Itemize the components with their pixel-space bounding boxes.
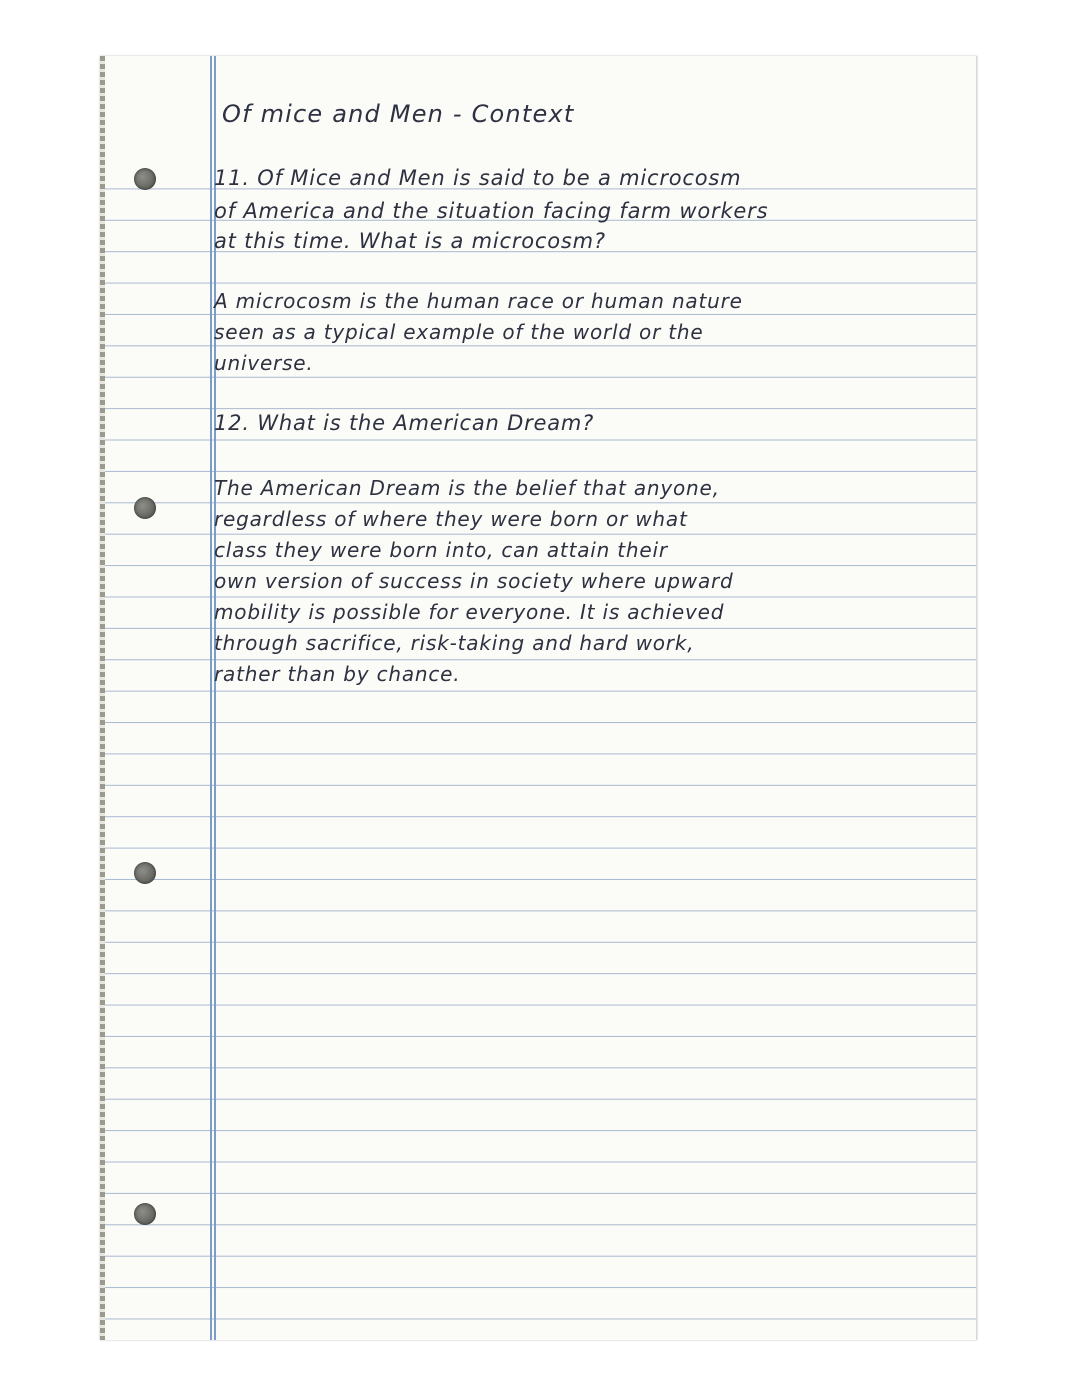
- question-12-line-1: 12. What is the American Dream?: [214, 411, 595, 435]
- answer-12-line-2: regardless of where they were born or what: [214, 507, 688, 531]
- page-title: Of mice and Men - Context: [222, 100, 575, 128]
- binding-edge: [100, 56, 105, 1340]
- answer-12-line-4: own version of success in society where upward: [214, 569, 734, 593]
- question-11-line-2: of America and the situation facing farm workers: [214, 199, 769, 223]
- answer-11-line-1: A microcosm is the human race or human nature: [214, 289, 743, 313]
- margin-line: [210, 56, 212, 1340]
- punch-hole: [134, 1203, 156, 1225]
- answer-12-line-6: through sacrifice, risk-taking and hard work,: [214, 631, 695, 655]
- question-11-line-1: 11. Of Mice and Men is said to be a microcosm: [214, 166, 742, 190]
- punch-hole: [134, 862, 156, 884]
- lined-paper-sheet: [100, 56, 977, 1340]
- punch-hole: [134, 497, 156, 519]
- answer-11-line-3: universe.: [214, 351, 314, 375]
- question-11-line-3: at this time. What is a microcosm?: [214, 229, 606, 253]
- answer-12-line-7: rather than by chance.: [214, 662, 461, 686]
- answer-12-line-5: mobility is possible for everyone. It is achieved: [214, 600, 725, 624]
- answer-12-line-3: class they were born into, can attain their: [214, 538, 668, 562]
- answer-12-line-1: The American Dream is the belief that anyone,: [214, 476, 720, 500]
- answer-11-line-2: seen as a typical example of the world or the: [214, 320, 704, 344]
- punch-hole: [134, 168, 156, 190]
